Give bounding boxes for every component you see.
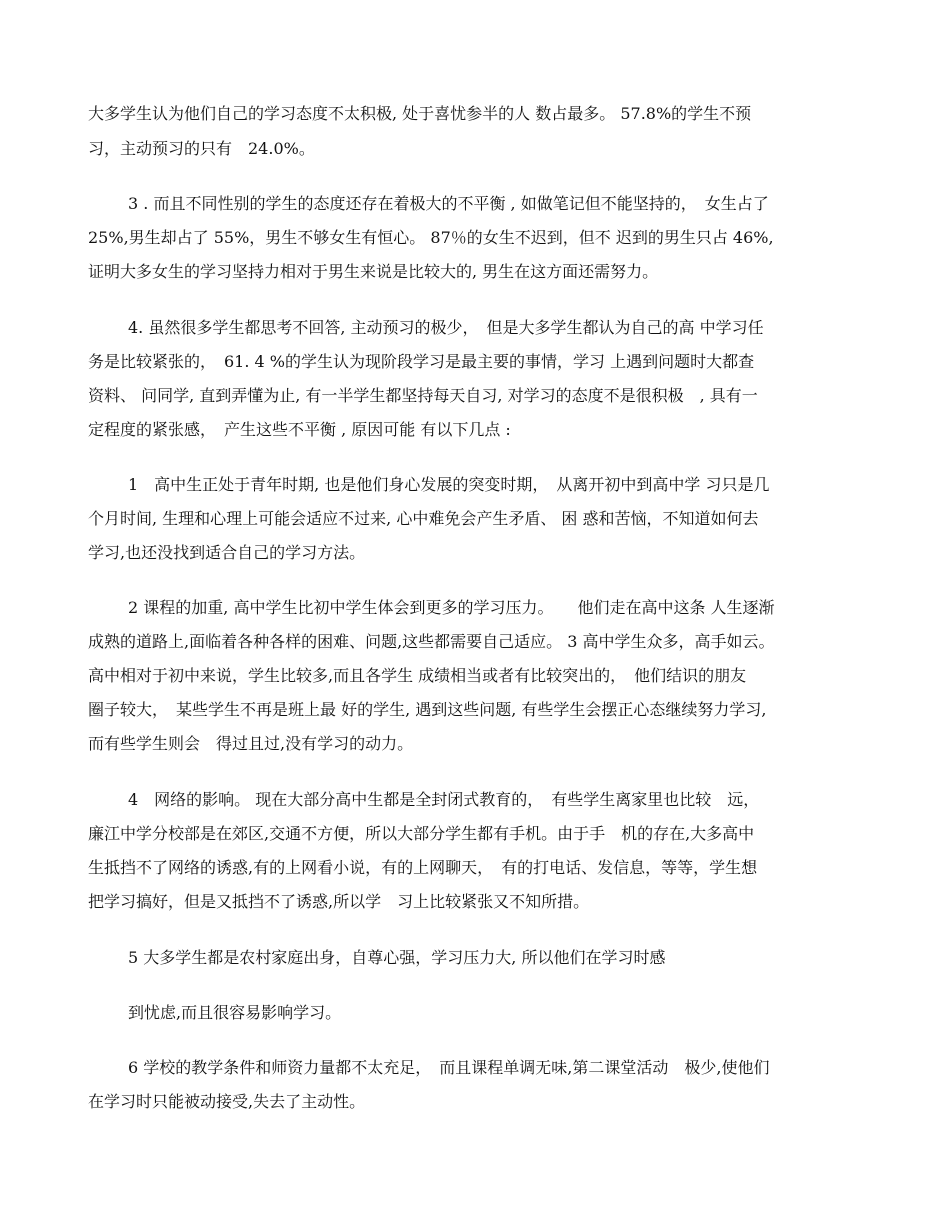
text-line: 生抵挡不了网络的诱惑,有的上网看小说，有的上网聊天， 有的打电话、发信息，等等，学生想	[88, 858, 758, 877]
text-line: 高中相对于初中来说，学生比较多,而且各学生 成绩相当或者有比较突出的， 他们结识的朋友	[88, 666, 747, 685]
text-line: 个月时间, 生理和心理上可能会适应不过来, 心中难免会产生矛盾、 困 惑和苦恼，不知道如何去	[88, 509, 759, 528]
text-line: 务是比较紧张的， 61. 4 %的学生认为现阶段学习是最主要的事情，学习 上遇到问题时大都查	[88, 352, 755, 371]
text-line: 廉江中学分校部是在郊区,交通不方便，所以大部分学生都有手机。由于手 机的存在,大多高中	[88, 824, 755, 843]
text-line: 6 学校的教学条件和师资力量都不太充足， 而且课程单调无味,第二课堂活动 极少,使他们	[128, 1058, 770, 1077]
text-line: 成熟的道路上,面临着各种各样的困难、问题,这些都需要自己适应。 3 高中学生众多，高手如云。	[88, 632, 775, 651]
text-line: 到忧虑,而且很容易影响学习。	[128, 1003, 342, 1022]
text-line: 4 网络的影响。 现在大部分高中生都是全封闭式教育的， 有些学生离家里也比较 远，	[128, 790, 760, 809]
text-line: 2 课程的加重, 高中学生比初中学生体会到更多的学习压力。 他们走在高中这条 人生逐渐	[128, 598, 775, 617]
text-line: 而有些学生则会 得过且过,没有学习的动力。	[88, 734, 414, 753]
text-line: 大多学生认为他们自己的学习态度不太积极, 处于喜忧参半的人 数占最多。 57.8%的学生不预	[88, 104, 752, 123]
text-line: 5 大多学生都是农村家庭出身，自尊心强，学习压力大, 所以他们在学习时感	[128, 948, 666, 967]
text-line: 习，主动预习的只有 24.0%。	[88, 139, 315, 158]
text-line: 在学习时只能被动接受,失去了主动性。	[88, 1092, 366, 1111]
text-line: 定程度的紧张感， 产生这些不平衡 , 原因可能 有以下几点 :	[88, 420, 511, 439]
text-line: 4. 虽然很多学生都思考不回答, 主动预习的极少， 但是大多学生都认为自己的高 中学习任	[128, 318, 764, 337]
text-line: 证明大多女生的学习坚持力相对于男生来说是比较大的, 男生在这方面还需努力。	[88, 262, 659, 281]
text-line: 1 高中生正处于青年时期, 也是他们身心发展的突变时期， 从离开初中到高中学 习只是几	[128, 475, 770, 494]
text-line: 把学习搞好，但是又抵挡不了诱惑,所以学 习上比较紧张又不知所措。	[88, 892, 590, 911]
text-line: 3 . 而且不同性别的学生的态度还存在着极大的不平衡 , 如做笔记但不能坚持的， 女生占了	[128, 194, 769, 213]
text-line: 圈子较大， 某些学生不再是班上最 好的学生, 遇到这些问题, 有些学生会摆正心态继续努力学习,	[88, 700, 767, 719]
text-line: 25%,男生却占了 55%，男生不够女生有恒心。 87％的女生不迟到，但不 迟到的男生只占 46%,	[88, 228, 774, 247]
text-line: 学习,也还没找到适合自己的学习方法。	[88, 543, 366, 562]
text-line: 资料、 问同学, 直到弄懂为止, 有一半学生都坚持每天自习, 对学习的态度不是很积极 , 具有一	[88, 386, 758, 405]
